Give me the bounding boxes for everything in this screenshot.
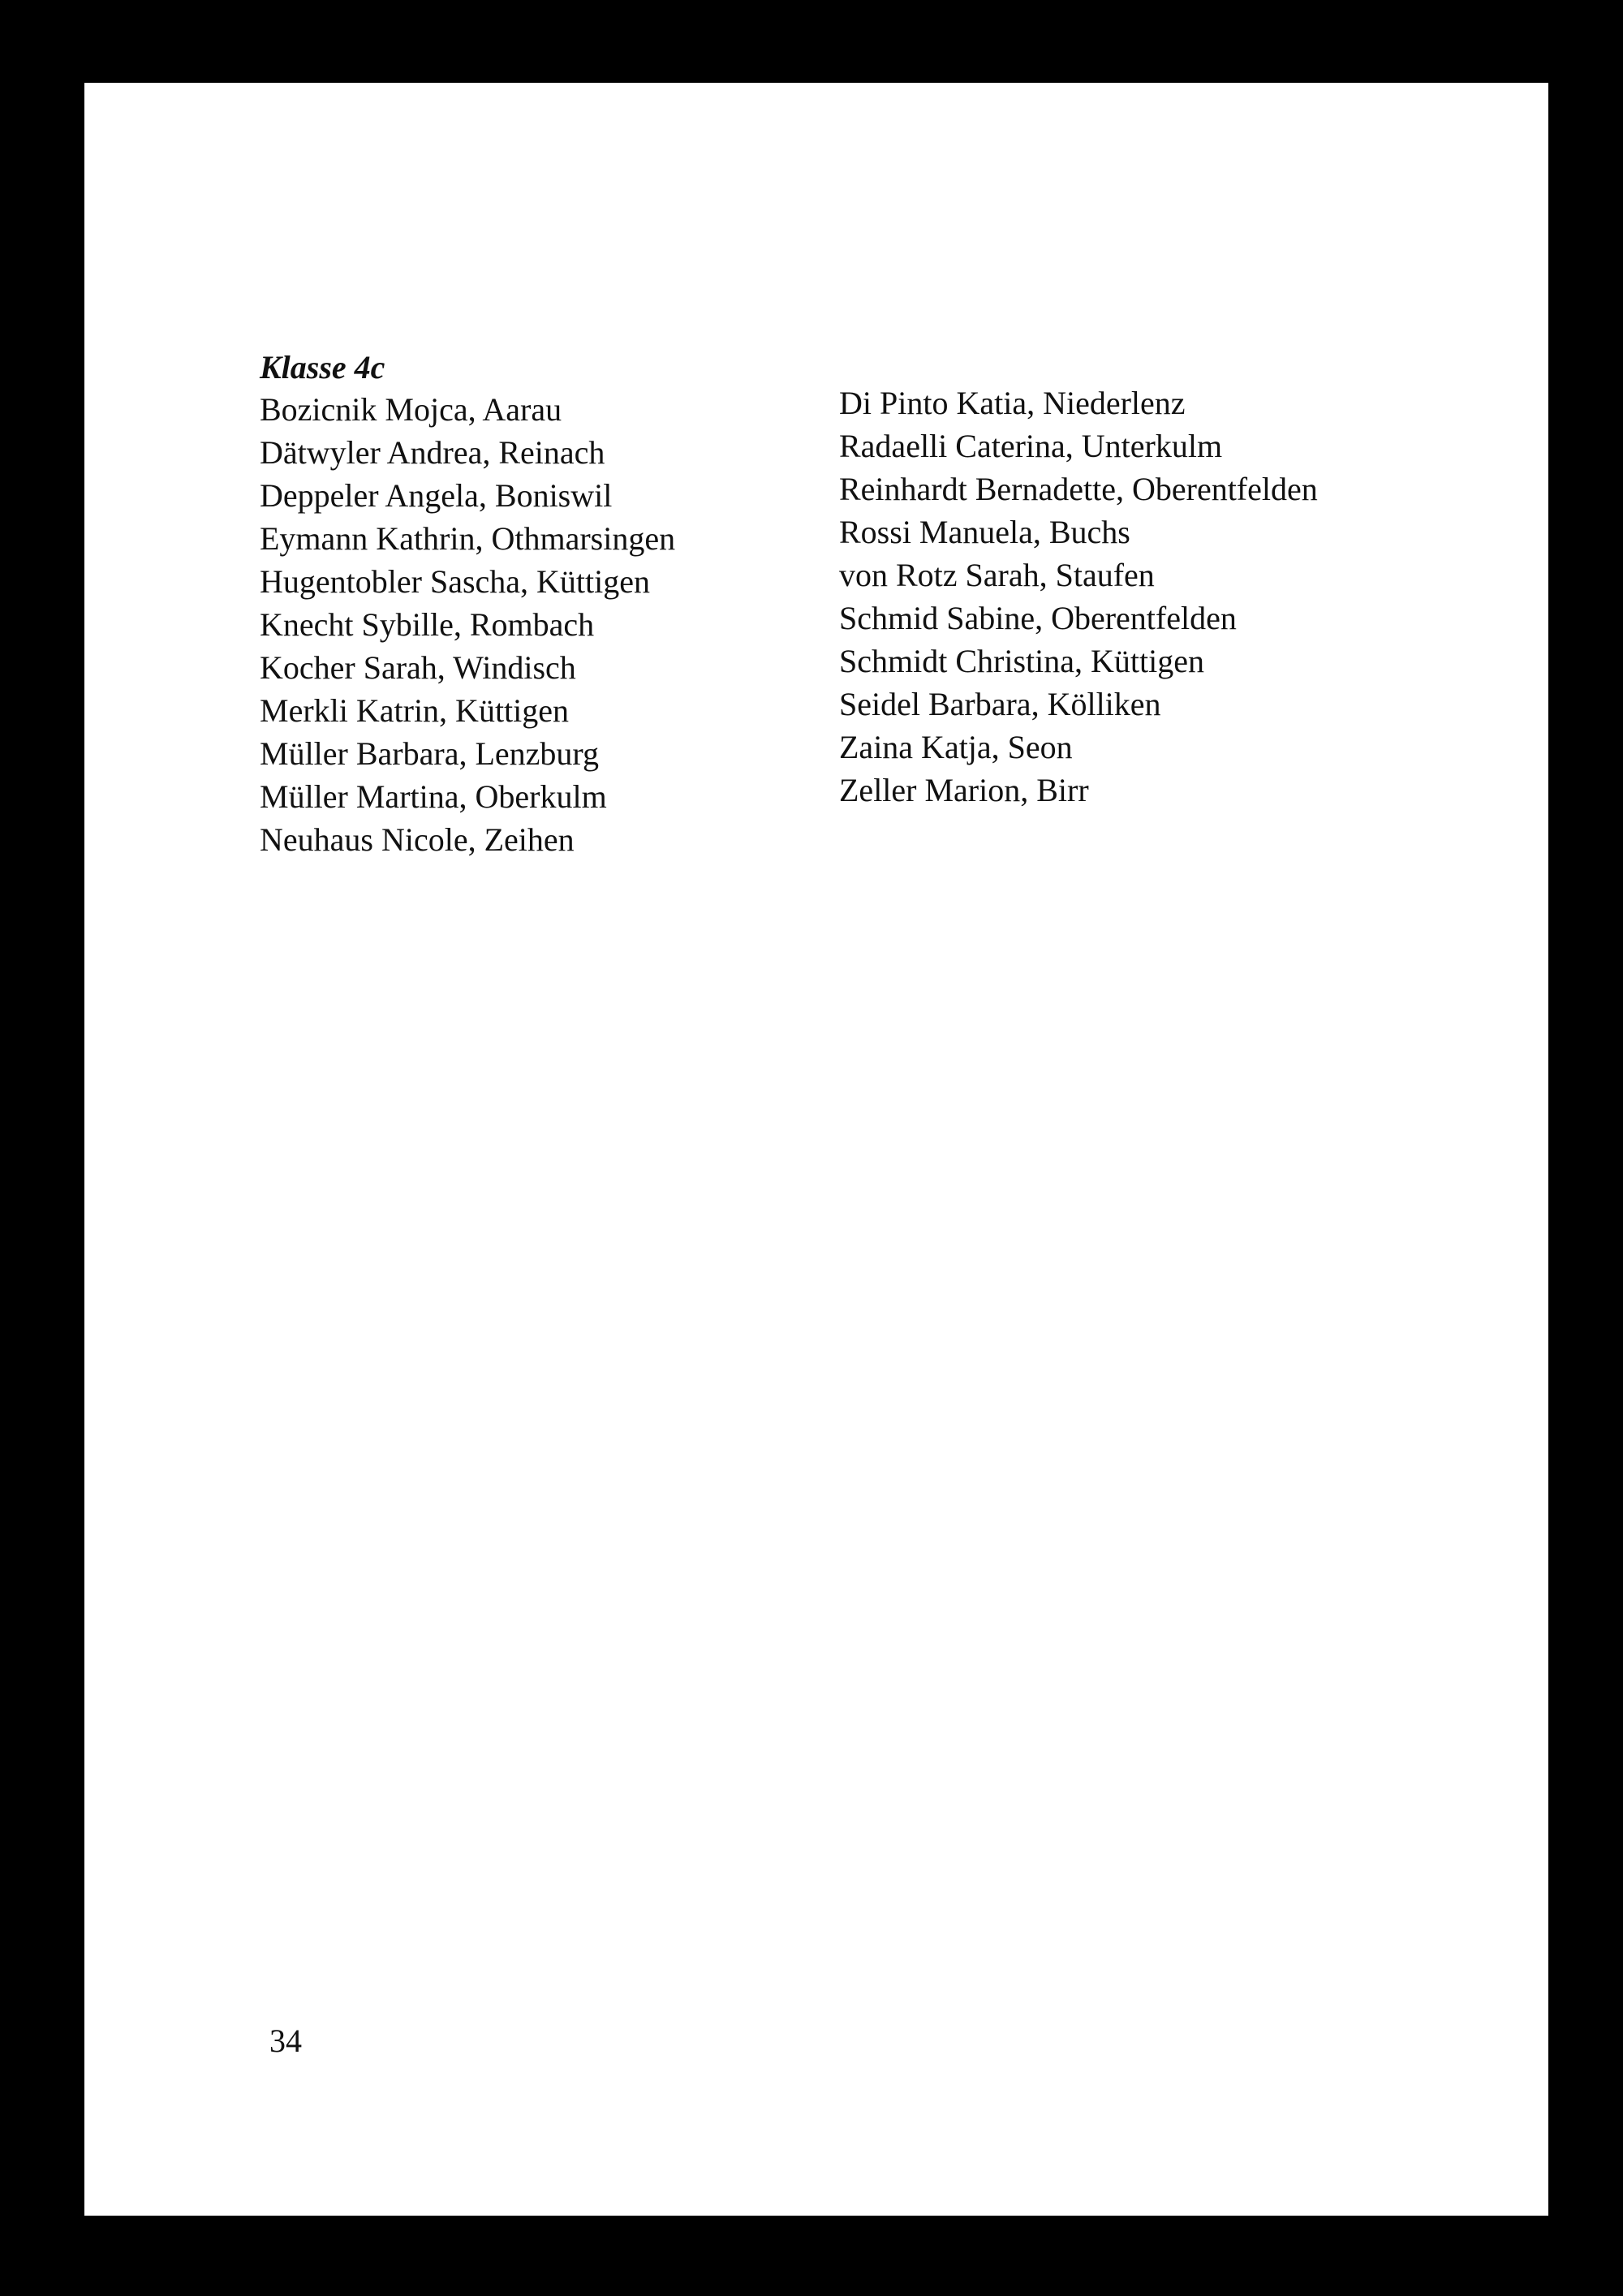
- list-item: Radaelli Caterina, Unterkulm: [839, 428, 1223, 464]
- list-item: Zeller Marion, Birr: [839, 772, 1089, 808]
- student-list-right: [839, 381, 1318, 812]
- list-item: Schmidt Christina, Küttigen: [839, 643, 1204, 679]
- list-item: Rossi Manuela, Buchs: [839, 514, 1130, 550]
- list-item: Dätwyler Andrea, Reinach: [260, 434, 605, 471]
- page-number: 34: [269, 2022, 302, 2059]
- list-item: Merkli Katrin, Küttigen: [260, 692, 570, 729]
- list-item: Schmid Sabine, Oberentfelden: [839, 600, 1237, 636]
- list-item: Müller Martina, Oberkulm: [260, 778, 607, 815]
- list-item: Müller Barbara, Lenzburg: [260, 735, 599, 772]
- list-item: Seidel Barbara, Kölliken: [839, 686, 1161, 722]
- list-item: Zaina Katja, Seon: [839, 729, 1073, 765]
- student-list-left: [260, 388, 675, 861]
- list-item: Deppeler Angela, Boniswil: [260, 477, 613, 514]
- section-title: Klasse 4c: [260, 349, 385, 386]
- list-item: Hugentobler Sascha, Küttigen: [260, 563, 650, 600]
- list-item: von Rotz Sarah, Staufen: [839, 557, 1155, 593]
- document-page: [84, 83, 1548, 2216]
- list-item: Reinhardt Bernadette, Oberentfelden: [839, 471, 1318, 507]
- list-item: Eymann Kathrin, Othmarsingen: [260, 520, 676, 557]
- list-item: Di Pinto Katia, Niederlenz: [839, 385, 1186, 421]
- list-item: Kocher Sarah, Windisch: [260, 649, 576, 686]
- list-item: Neuhaus Nicole, Zeihen: [260, 821, 575, 858]
- list-item: Bozicnik Mojca, Aarau: [260, 391, 562, 428]
- list-item: Knecht Sybille, Rombach: [260, 606, 595, 643]
